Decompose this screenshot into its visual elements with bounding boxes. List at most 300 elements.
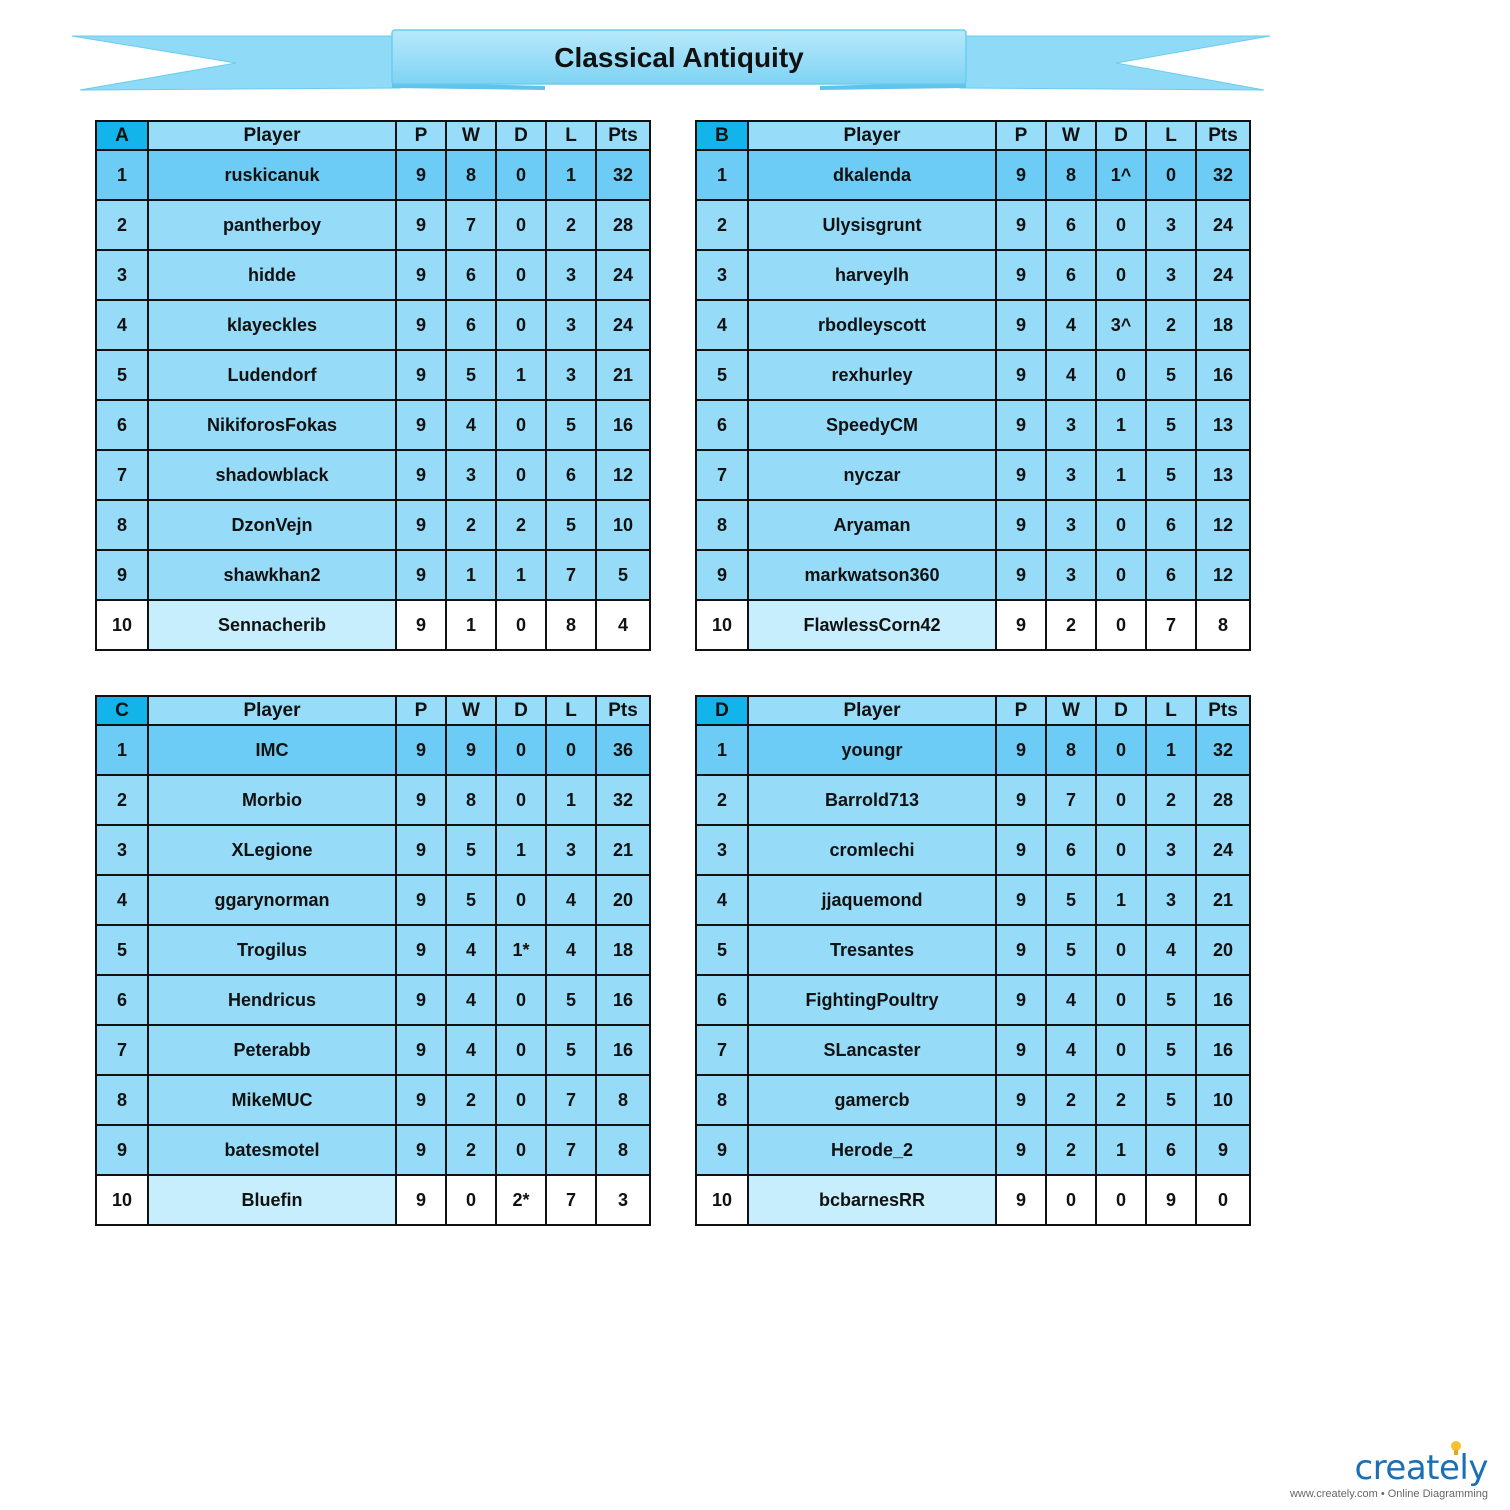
column-header-player: Player (748, 121, 996, 150)
drawn-cell: 0 (1096, 775, 1146, 825)
won-cell: 3 (1046, 400, 1096, 450)
won-cell: 8 (446, 775, 496, 825)
table-row (96, 1025, 650, 1075)
rank-cell: 10 (96, 600, 148, 650)
table-row (696, 825, 1250, 875)
lost-cell: 7 (546, 550, 596, 600)
rank-cell: 1 (96, 150, 148, 200)
lost-cell: 9 (1146, 1175, 1196, 1225)
column-header-won: W (1046, 696, 1096, 725)
column-header-points: Pts (596, 696, 650, 725)
lost-cell: 3 (1146, 825, 1196, 875)
lost-cell: 1 (1146, 725, 1196, 775)
lost-cell: 3 (546, 825, 596, 875)
lost-cell: 5 (1146, 1075, 1196, 1125)
won-cell: 2 (1046, 1125, 1096, 1175)
points-cell: 18 (596, 925, 650, 975)
column-header-points: Pts (596, 121, 650, 150)
player-cell: Bluefin (148, 1175, 396, 1225)
table-row (96, 600, 650, 650)
table-header-row (696, 121, 1250, 150)
points-cell: 0 (1196, 1175, 1250, 1225)
drawn-cell: 3^ (1096, 300, 1146, 350)
lost-cell: 3 (546, 300, 596, 350)
lost-cell: 5 (1146, 1025, 1196, 1075)
won-cell: 4 (1046, 975, 1096, 1025)
won-cell: 0 (1046, 1175, 1096, 1225)
played-cell: 9 (996, 300, 1046, 350)
player-cell: FightingPoultry (748, 975, 996, 1025)
table-row (696, 500, 1250, 550)
won-cell: 3 (446, 450, 496, 500)
column-header-player: Player (148, 121, 396, 150)
rank-cell: 9 (696, 550, 748, 600)
points-cell: 10 (1196, 1075, 1250, 1125)
column-header-played: P (996, 696, 1046, 725)
column-header-lost: L (546, 696, 596, 725)
lost-cell: 0 (1146, 150, 1196, 200)
points-cell: 16 (1196, 350, 1250, 400)
played-cell: 9 (996, 500, 1046, 550)
rank-cell: 3 (96, 825, 148, 875)
lost-cell: 5 (1146, 450, 1196, 500)
won-cell: 8 (446, 150, 496, 200)
played-cell: 9 (996, 250, 1046, 300)
rank-cell: 2 (696, 200, 748, 250)
points-cell: 8 (596, 1125, 650, 1175)
played-cell: 9 (996, 875, 1046, 925)
lost-cell: 5 (546, 1025, 596, 1075)
rank-cell: 8 (96, 500, 148, 550)
won-cell: 5 (446, 350, 496, 400)
lost-cell: 3 (546, 350, 596, 400)
points-cell: 32 (1196, 725, 1250, 775)
played-cell: 9 (996, 350, 1046, 400)
drawn-cell: 1 (1096, 875, 1146, 925)
column-header-points: Pts (1196, 121, 1250, 150)
rank-cell: 3 (696, 825, 748, 875)
rank-cell: 7 (96, 1025, 148, 1075)
player-cell: SpeedyCM (748, 400, 996, 450)
lost-cell: 5 (1146, 400, 1196, 450)
points-cell: 28 (596, 200, 650, 250)
drawn-cell: 0 (496, 600, 546, 650)
played-cell: 9 (996, 825, 1046, 875)
points-cell: 8 (1196, 600, 1250, 650)
column-header-player: Player (148, 696, 396, 725)
drawn-cell: 1 (1096, 450, 1146, 500)
drawn-cell: 0 (496, 1125, 546, 1175)
won-cell: 3 (1046, 550, 1096, 600)
player-cell: DzonVejn (148, 500, 396, 550)
logo-wordmark: creately (1354, 1448, 1488, 1488)
table-row (696, 775, 1250, 825)
points-cell: 24 (1196, 825, 1250, 875)
points-cell: 8 (596, 1075, 650, 1125)
lost-cell: 7 (1146, 600, 1196, 650)
drawn-cell: 2 (1096, 1075, 1146, 1125)
points-cell: 21 (1196, 875, 1250, 925)
column-header-lost: L (546, 121, 596, 150)
lost-cell: 2 (1146, 775, 1196, 825)
drawn-cell: 1* (496, 925, 546, 975)
rank-cell: 8 (696, 1075, 748, 1125)
player-cell: XLegione (148, 825, 396, 875)
played-cell: 9 (996, 725, 1046, 775)
played-cell: 9 (396, 1175, 446, 1225)
won-cell: 4 (446, 1025, 496, 1075)
won-cell: 2 (1046, 1075, 1096, 1125)
rank-cell: 4 (96, 875, 148, 925)
table-row (696, 250, 1250, 300)
won-cell: 4 (446, 400, 496, 450)
player-cell: Ulysisgrunt (748, 200, 996, 250)
table-row (96, 1125, 650, 1175)
player-cell: Barrold713 (748, 775, 996, 825)
group-label: B (696, 121, 748, 150)
rank-cell: 2 (96, 200, 148, 250)
table-row (696, 1075, 1250, 1125)
played-cell: 9 (396, 825, 446, 875)
rank-cell: 4 (96, 300, 148, 350)
rank-cell: 1 (696, 150, 748, 200)
played-cell: 9 (396, 250, 446, 300)
lost-cell: 1 (546, 150, 596, 200)
lost-cell: 6 (1146, 500, 1196, 550)
group-label: C (96, 696, 148, 725)
points-cell: 32 (1196, 150, 1250, 200)
rank-cell: 8 (696, 500, 748, 550)
column-header-played: P (396, 121, 446, 150)
lost-cell: 2 (546, 200, 596, 250)
rank-cell: 1 (96, 725, 148, 775)
drawn-cell: 0 (496, 1075, 546, 1125)
drawn-cell: 0 (496, 725, 546, 775)
played-cell: 9 (396, 775, 446, 825)
lost-cell: 6 (546, 450, 596, 500)
points-cell: 4 (596, 600, 650, 650)
points-cell: 5 (596, 550, 650, 600)
points-cell: 24 (1196, 200, 1250, 250)
drawn-cell: 0 (1096, 975, 1146, 1025)
lost-cell: 7 (546, 1075, 596, 1125)
points-cell: 20 (1196, 925, 1250, 975)
group-label: D (696, 696, 748, 725)
column-header-won: W (1046, 121, 1096, 150)
points-cell: 13 (1196, 400, 1250, 450)
drawn-cell: 1^ (1096, 150, 1146, 200)
won-cell: 2 (446, 500, 496, 550)
won-cell: 6 (446, 250, 496, 300)
group-table-a (95, 120, 651, 651)
points-cell: 9 (1196, 1125, 1250, 1175)
table-row (96, 775, 650, 825)
table-row (96, 200, 650, 250)
played-cell: 9 (996, 150, 1046, 200)
points-cell: 13 (1196, 450, 1250, 500)
player-cell: rbodleyscott (748, 300, 996, 350)
lost-cell: 4 (1146, 925, 1196, 975)
table-row (96, 550, 650, 600)
table-header-row (96, 121, 650, 150)
points-cell: 3 (596, 1175, 650, 1225)
table-row (696, 875, 1250, 925)
drawn-cell: 0 (496, 300, 546, 350)
player-cell: jjaquemond (748, 875, 996, 925)
player-cell: Sennacherib (148, 600, 396, 650)
lost-cell: 2 (1146, 300, 1196, 350)
won-cell: 5 (446, 825, 496, 875)
won-cell: 6 (1046, 200, 1096, 250)
won-cell: 3 (1046, 500, 1096, 550)
won-cell: 7 (1046, 775, 1096, 825)
played-cell: 9 (396, 1125, 446, 1175)
table-row (96, 350, 650, 400)
table-header-row (696, 696, 1250, 725)
lost-cell: 8 (546, 600, 596, 650)
played-cell: 9 (996, 1125, 1046, 1175)
lost-cell: 6 (1146, 550, 1196, 600)
points-cell: 10 (596, 500, 650, 550)
drawn-cell: 0 (496, 400, 546, 450)
table-row (696, 725, 1250, 775)
played-cell: 9 (396, 200, 446, 250)
rank-cell: 6 (696, 975, 748, 1025)
player-cell: Trogilus (148, 925, 396, 975)
won-cell: 6 (1046, 250, 1096, 300)
rank-cell: 5 (696, 350, 748, 400)
column-header-drawn: D (496, 696, 546, 725)
points-cell: 12 (1196, 550, 1250, 600)
rank-cell: 7 (696, 450, 748, 500)
played-cell: 9 (396, 925, 446, 975)
table-row (696, 1125, 1250, 1175)
played-cell: 9 (996, 200, 1046, 250)
table-row (696, 400, 1250, 450)
table-row (696, 200, 1250, 250)
rank-cell: 6 (96, 975, 148, 1025)
player-cell: pantherboy (148, 200, 396, 250)
played-cell: 9 (396, 150, 446, 200)
rank-cell: 5 (696, 925, 748, 975)
rank-cell: 9 (96, 550, 148, 600)
drawn-cell: 0 (1096, 725, 1146, 775)
points-cell: 20 (596, 875, 650, 925)
played-cell: 9 (396, 450, 446, 500)
player-cell: bcbarnesRR (748, 1175, 996, 1225)
table-row (96, 875, 650, 925)
played-cell: 9 (996, 450, 1046, 500)
table-row (96, 725, 650, 775)
points-cell: 12 (1196, 500, 1250, 550)
drawn-cell: 1 (1096, 400, 1146, 450)
player-cell: Peterabb (148, 1025, 396, 1075)
played-cell: 9 (396, 350, 446, 400)
rank-cell: 5 (96, 925, 148, 975)
player-cell: hidde (148, 250, 396, 300)
drawn-cell: 1 (496, 550, 546, 600)
player-cell: ruskicanuk (148, 150, 396, 200)
table-row (696, 1175, 1250, 1225)
lost-cell: 5 (1146, 350, 1196, 400)
player-cell: ggarynorman (148, 875, 396, 925)
rank-cell: 3 (696, 250, 748, 300)
won-cell: 9 (446, 725, 496, 775)
lost-cell: 3 (1146, 250, 1196, 300)
drawn-cell: 0 (1096, 250, 1146, 300)
lost-cell: 6 (1146, 1125, 1196, 1175)
table-row (696, 600, 1250, 650)
drawn-cell: 0 (1096, 925, 1146, 975)
won-cell: 5 (446, 875, 496, 925)
table-header-row (96, 696, 650, 725)
rank-cell: 8 (96, 1075, 148, 1125)
drawn-cell: 0 (1096, 500, 1146, 550)
lost-cell: 5 (1146, 975, 1196, 1025)
lost-cell: 7 (546, 1125, 596, 1175)
won-cell: 3 (1046, 450, 1096, 500)
player-cell: Morbio (148, 775, 396, 825)
won-cell: 6 (1046, 825, 1096, 875)
played-cell: 9 (996, 400, 1046, 450)
rank-cell: 10 (696, 600, 748, 650)
drawn-cell: 0 (496, 1025, 546, 1075)
lost-cell: 3 (1146, 200, 1196, 250)
won-cell: 4 (1046, 300, 1096, 350)
points-cell: 32 (596, 775, 650, 825)
player-cell: batesmotel (148, 1125, 396, 1175)
rank-cell: 4 (696, 875, 748, 925)
player-cell: dkalenda (748, 150, 996, 200)
played-cell: 9 (396, 975, 446, 1025)
drawn-cell: 0 (496, 150, 546, 200)
player-cell: FlawlessCorn42 (748, 600, 996, 650)
lost-cell: 3 (546, 250, 596, 300)
played-cell: 9 (396, 1025, 446, 1075)
column-header-won: W (446, 121, 496, 150)
table-row (696, 350, 1250, 400)
lost-cell: 5 (546, 975, 596, 1025)
lost-cell: 3 (1146, 875, 1196, 925)
player-cell: Aryaman (748, 500, 996, 550)
player-cell: klayeckles (148, 300, 396, 350)
played-cell: 9 (996, 600, 1046, 650)
rank-cell: 7 (96, 450, 148, 500)
played-cell: 9 (396, 1075, 446, 1125)
played-cell: 9 (996, 975, 1046, 1025)
rank-cell: 1 (696, 725, 748, 775)
won-cell: 2 (446, 1125, 496, 1175)
played-cell: 9 (396, 550, 446, 600)
won-cell: 4 (446, 925, 496, 975)
rank-cell: 4 (696, 300, 748, 350)
group-table-b (695, 120, 1251, 651)
won-cell: 5 (1046, 875, 1096, 925)
drawn-cell: 0 (1096, 600, 1146, 650)
creately-logo (1280, 1440, 1500, 1500)
played-cell: 9 (996, 775, 1046, 825)
drawn-cell: 0 (1096, 350, 1146, 400)
player-cell: cromlechi (748, 825, 996, 875)
table-row (96, 1175, 650, 1225)
drawn-cell: 0 (496, 975, 546, 1025)
logo-tagline: www.creately.com • Online Diagramming (1289, 1488, 1488, 1500)
points-cell: 16 (596, 400, 650, 450)
page-title: Classical Antiquity (554, 42, 804, 73)
player-cell: rexhurley (748, 350, 996, 400)
rank-cell: 2 (696, 775, 748, 825)
lost-cell: 4 (546, 875, 596, 925)
points-cell: 24 (1196, 250, 1250, 300)
played-cell: 9 (996, 1075, 1046, 1125)
won-cell: 8 (1046, 150, 1096, 200)
drawn-cell: 2 (496, 500, 546, 550)
column-header-lost: L (1146, 696, 1196, 725)
won-cell: 7 (446, 200, 496, 250)
table-row (96, 300, 650, 350)
group-table-d (695, 695, 1251, 1226)
points-cell: 16 (1196, 975, 1250, 1025)
column-header-drawn: D (1096, 121, 1146, 150)
player-cell: MikeMUC (148, 1075, 396, 1125)
column-header-drawn: D (1096, 696, 1146, 725)
column-header-lost: L (1146, 121, 1196, 150)
lost-cell: 0 (546, 725, 596, 775)
lost-cell: 5 (546, 500, 596, 550)
player-cell: harveylh (748, 250, 996, 300)
drawn-cell: 0 (496, 775, 546, 825)
played-cell: 9 (996, 1175, 1046, 1225)
drawn-cell: 0 (496, 200, 546, 250)
points-cell: 24 (596, 250, 650, 300)
table-row (96, 450, 650, 500)
player-cell: markwatson360 (748, 550, 996, 600)
points-cell: 16 (596, 975, 650, 1025)
played-cell: 9 (396, 725, 446, 775)
table-row (696, 1025, 1250, 1075)
points-cell: 16 (596, 1025, 650, 1075)
rank-cell: 9 (696, 1125, 748, 1175)
played-cell: 9 (396, 600, 446, 650)
column-header-played: P (996, 121, 1046, 150)
drawn-cell: 1 (496, 825, 546, 875)
drawn-cell: 0 (1096, 550, 1146, 600)
rank-cell: 2 (96, 775, 148, 825)
table-row (96, 150, 650, 200)
player-cell: youngr (748, 725, 996, 775)
lost-cell: 7 (546, 1175, 596, 1225)
drawn-cell: 1 (1096, 1125, 1146, 1175)
points-cell: 24 (596, 300, 650, 350)
won-cell: 1 (446, 550, 496, 600)
table-row (96, 400, 650, 450)
table-row (96, 500, 650, 550)
won-cell: 1 (446, 600, 496, 650)
rank-cell: 6 (96, 400, 148, 450)
lost-cell: 4 (546, 925, 596, 975)
points-cell: 28 (1196, 775, 1250, 825)
points-cell: 21 (596, 350, 650, 400)
lost-cell: 5 (546, 400, 596, 450)
drawn-cell: 0 (1096, 1025, 1146, 1075)
drawn-cell: 0 (496, 875, 546, 925)
table-row (96, 1075, 650, 1125)
won-cell: 8 (1046, 725, 1096, 775)
column-header-played: P (396, 696, 446, 725)
table-row (696, 450, 1250, 500)
rank-cell: 5 (96, 350, 148, 400)
drawn-cell: 0 (1096, 825, 1146, 875)
